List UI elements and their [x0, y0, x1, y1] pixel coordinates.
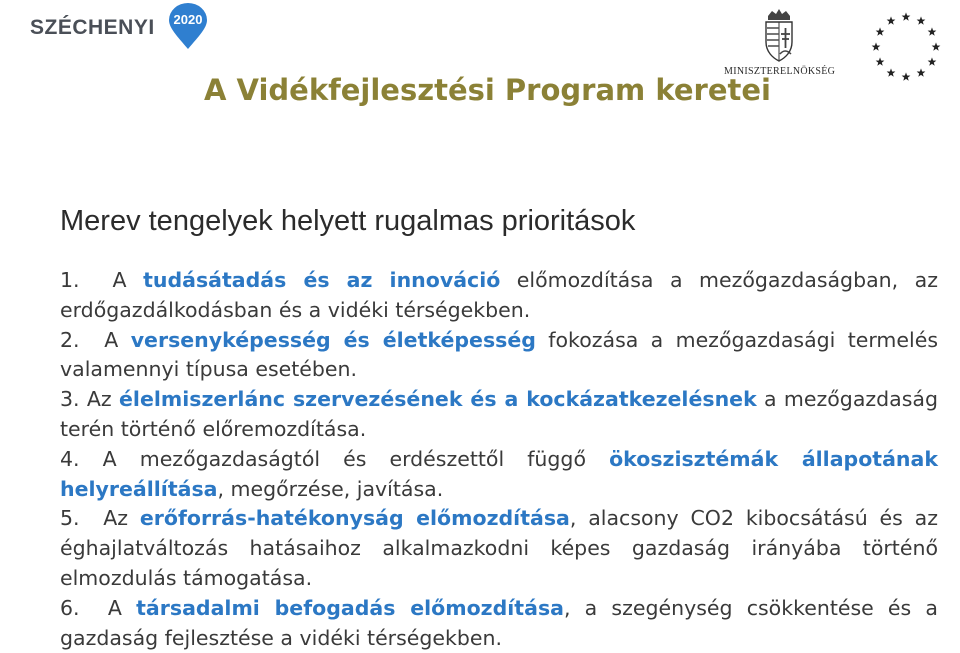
slide-title: A Vidékfejlesztési Program keretei: [204, 73, 771, 107]
priority-text: , megőrzése, javítása.: [217, 476, 444, 501]
priority-text: , a szegénység csökkentése és a gazdaság fejlesztése a vidéki térségekben.: [60, 595, 938, 650]
eu-star-icon: [917, 16, 926, 24]
szechenyi-logo-year: 2020: [173, 12, 203, 27]
eu-star-icon: [902, 72, 911, 80]
priority-text: a mezőgazdaság terén történő előremozdítása.: [60, 387, 938, 441]
priority-text: Az: [86, 387, 120, 412]
priority-highlight: élelmiszerlánc szervezésének és a kockázatkezelésnek: [119, 387, 757, 412]
priority-highlight: tudásátadás és az innováció: [143, 268, 501, 292]
priority-item: [60, 594, 938, 653]
szechenyi-logo-text: SZÉCHENYI: [30, 16, 155, 39]
priority-item: [60, 326, 938, 386]
priority-highlight: ökoszisztémák állapotának helyreállítása: [60, 446, 938, 501]
priority-number: 6.: [60, 595, 80, 620]
eu-star-icon: [917, 68, 926, 76]
eu-star-icon: [932, 42, 941, 50]
priority-number: 1.: [60, 268, 80, 292]
szechenyi-2020-logo: [30, 6, 217, 50]
eu-star-icon: [872, 42, 881, 50]
priority-item: [60, 445, 938, 505]
eu-star-icon: [887, 68, 896, 76]
eu-stars-icon: [862, 6, 950, 88]
eu-star-icon: [887, 16, 896, 24]
priority-number: 2.: [60, 327, 80, 352]
gov-logo-text: MINISZTERELNÖKSÉG: [724, 66, 836, 77]
priority-item: [60, 266, 938, 326]
priority-item: [60, 385, 938, 445]
priority-number: 4.: [60, 446, 80, 471]
priority-text: előmozdítása a mezőgazdaságban, az erdőgazdálkodásban és a vidéki térségekben.: [60, 268, 938, 322]
priority-text: fokozása a mezőgazdasági termelés valamennyi típusa esetében.: [60, 327, 938, 382]
priority-number: 3.: [60, 387, 80, 412]
eu-star-icon: [876, 57, 885, 65]
priority-text: A: [104, 327, 131, 352]
eu-star-icon: [902, 12, 911, 20]
map-pin-icon: [159, 3, 217, 53]
eu-star-icon: [928, 27, 937, 35]
priority-item: [60, 504, 938, 593]
priority-text: , alacsony CO2 kibocsátású és az éghajlatváltozás hatásaihoz alkalmazkodni képes gazdaság irányába történő elmozdulás támogatása.: [60, 506, 938, 590]
priority-list: [60, 266, 938, 653]
priority-text: Az: [103, 506, 140, 531]
hungarian-coat-of-arms-icon: [759, 8, 799, 64]
priority-text: A: [112, 268, 144, 292]
priority-highlight: versenyképesség és életképesség: [130, 327, 536, 352]
priority-number: 5.: [60, 506, 80, 531]
slide-subtitle: Merev tengelyek helyett rugalmas prioritások: [60, 205, 636, 237]
eu-star-icon: [876, 27, 885, 35]
priority-highlight: erőforrás-hatékonyság előmozdítása: [139, 506, 570, 531]
eu-star-icon: [928, 57, 937, 65]
priority-highlight: társadalmi befogadás előmozdítása: [136, 595, 564, 620]
priority-text: A mezőgazdaságtól és erdészettől függő: [102, 446, 610, 471]
priority-text: A: [107, 595, 137, 620]
